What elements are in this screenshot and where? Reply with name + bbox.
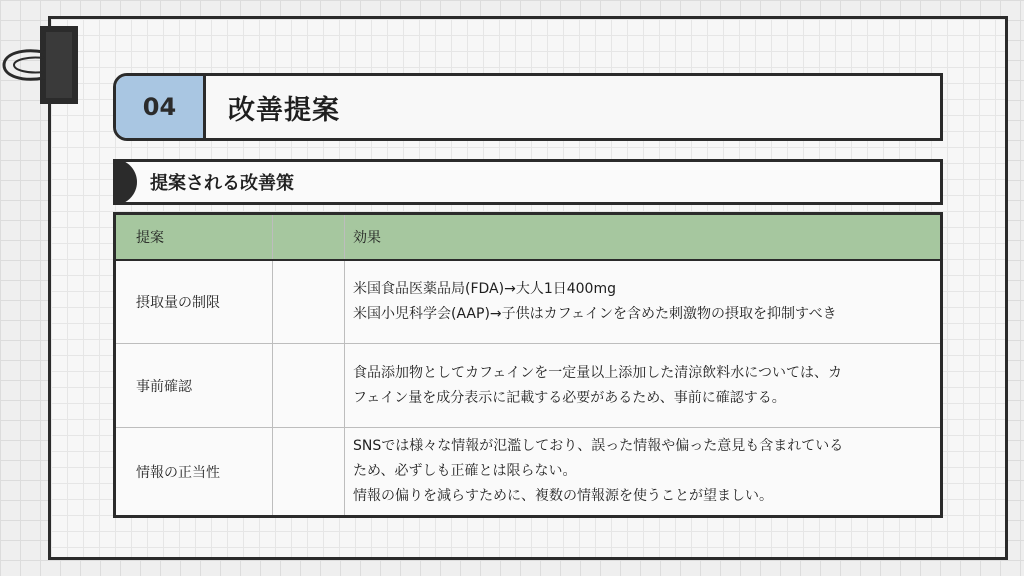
column-header-spacer — [273, 214, 345, 260]
binder-clip-icon — [0, 20, 90, 110]
table-row — [115, 344, 942, 428]
effect-line: 米国食品医薬品局(FDA)→大人1日400mg — [353, 280, 616, 297]
section-number: 04 — [116, 76, 206, 138]
effect-line: 食品添加物としてカフェインを一定量以上添加した清涼飲料水については、カ — [353, 364, 843, 381]
effect-line: フェイン量を成分表示に記載する必要があるため、事前に確認する。 — [353, 389, 786, 406]
proposal-cell: 情報の正当性 — [115, 428, 273, 517]
column-header-effect: 効果 — [345, 214, 942, 260]
spacer-cell — [273, 428, 345, 517]
section-title: 改善提案 — [228, 94, 340, 126]
table-row — [115, 428, 942, 517]
effect-line: 情報の偏りを減らすために、複数の情報源を使うことが望ましい。 — [353, 488, 773, 504]
effect-line: SNSでは様々な情報が氾濫しており、誤った情報や偏った意見も含まれている — [353, 438, 844, 454]
table-row — [115, 260, 942, 344]
subsection-tab-marker — [113, 159, 137, 205]
effect-cell — [345, 344, 942, 428]
effect-cell — [345, 260, 942, 344]
spacer-cell — [273, 260, 345, 344]
column-header-proposal: 提案 — [115, 214, 273, 260]
section-header — [113, 73, 943, 141]
effect-cell — [345, 428, 942, 517]
effect-line: ため、必ずしも正確とは限らない。 — [353, 463, 577, 479]
proposals-table — [113, 212, 943, 518]
effect-line: 米国小児科学会(AAP)→子供はカフェインを含めた刺激物の摂取を抑制すべき — [353, 305, 837, 322]
subsection-title: 提案される改善策 — [150, 173, 294, 194]
subsection-header — [113, 159, 943, 205]
table-header-row — [115, 214, 942, 260]
proposal-cell: 事前確認 — [115, 344, 273, 428]
spacer-cell — [273, 344, 345, 428]
proposal-cell: 摂取量の制限 — [115, 260, 273, 344]
